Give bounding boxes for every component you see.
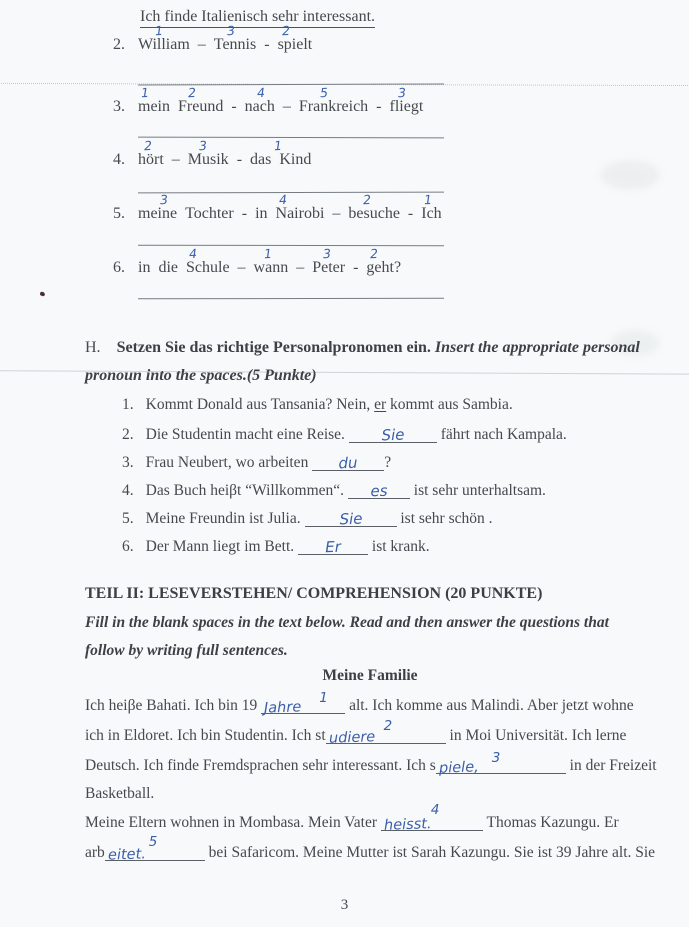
handwritten-order-number: 4	[279, 191, 288, 208]
teil2-title: TEIL II: LESEVERSTEHEN/ COMPREHENSION (20 PUNKTE)	[85, 585, 543, 602]
handwritten-order-number: 1	[263, 245, 273, 262]
sample-answer: Ich finde Italienisch sehr interessant.	[140, 8, 375, 28]
word-order-item-2	[113, 22, 314, 54]
word-order-item-3	[113, 84, 425, 116]
item-number: 4.	[113, 151, 125, 168]
pronoun-item-1	[122, 396, 513, 414]
pronoun-item-6	[122, 536, 430, 556]
handwritten-order-number: 1	[154, 22, 163, 39]
fill-blank	[381, 802, 483, 834]
word-token	[277, 22, 313, 54]
word-text: Tennis	[213, 36, 257, 53]
item-number: 5.	[113, 205, 125, 222]
handwritten-answer: piele,	[438, 759, 479, 777]
word-text: besuche	[348, 205, 400, 222]
passage-text: Thomas Kazungu. Er	[486, 814, 619, 831]
word-text: hört	[138, 151, 164, 168]
word-text: geht?	[366, 259, 402, 276]
section-h-title-line2: pronoun into the spaces.(5 Punkte)	[85, 367, 317, 384]
fill-blank	[326, 718, 446, 747]
word-text: das	[250, 151, 272, 168]
word-text: William	[138, 36, 190, 53]
word-text: Musik	[187, 151, 229, 168]
handwritten-order-number: 3	[159, 191, 168, 208]
word-token	[178, 84, 224, 116]
handwritten-order-number: 2	[369, 245, 379, 262]
word-token	[421, 191, 442, 223]
word-order-item-5	[113, 191, 444, 223]
separator-dash: -	[376, 98, 382, 115]
handwritten-answer: heisst.	[383, 816, 432, 834]
word-token	[185, 205, 234, 223]
teil2-instructions-line2: follow by writing full sentences.	[85, 642, 288, 659]
handwritten-order-number: 2	[143, 137, 153, 154]
handwritten-order-number: 3	[322, 245, 332, 262]
passage-text: arb	[85, 844, 105, 861]
word-token	[138, 191, 178, 223]
passage-text: in Moi Universität. Ich lerne	[449, 727, 627, 744]
handwritten-order-number: 4	[256, 84, 266, 101]
separator-dash: –	[197, 36, 206, 53]
word-token	[253, 245, 289, 277]
word-token	[275, 191, 325, 223]
word-token	[244, 84, 275, 116]
handwritten-answer: Sie	[381, 425, 405, 445]
item-text: Meine Freundin ist Julia.	[145, 510, 301, 527]
separator-dash: -	[241, 205, 248, 222]
pronoun-item-3	[122, 452, 391, 472]
word-token	[348, 191, 400, 223]
passage-text: bei Safaricom. Meine Mutter ist Sarah Kazungu. Sie ist 39 Jahre alt. Sie	[208, 844, 656, 861]
handwritten-blank-number: 1	[319, 690, 328, 706]
answer-line	[138, 137, 444, 139]
word-token	[273, 137, 312, 169]
passage-line	[85, 802, 619, 834]
fill-blank	[312, 452, 384, 471]
separator-dash: –	[296, 259, 305, 276]
separator-dash: -	[407, 205, 414, 222]
handwritten-order-number: 1	[423, 191, 433, 208]
item-number: 6.	[122, 538, 134, 555]
pronoun-item-4	[122, 480, 546, 500]
word-text: Kind	[279, 151, 312, 168]
section-label: H.	[85, 339, 101, 356]
word-text: Frankreich	[298, 98, 369, 115]
item-text: kommt aus Sambia.	[390, 396, 513, 413]
word-token	[186, 245, 230, 277]
fill-blank	[298, 536, 368, 555]
item-text: ist sehr unterhaltsam.	[413, 482, 546, 499]
item-text: Kommt Donald aus Tansania? Nein,	[145, 396, 371, 413]
teil2-instructions-line1: Fill in the blank spaces in the text below. Read and then answer the questions that	[85, 614, 609, 631]
word-token	[138, 22, 190, 54]
item-text: Frau Neubert, wo arbeiten	[145, 454, 309, 471]
word-token	[298, 84, 369, 116]
separator-dash: –	[332, 205, 341, 222]
word-text: fliegt	[389, 98, 424, 115]
handwritten-answer: es	[370, 481, 388, 501]
passage-title: Meine Familie	[322, 667, 418, 684]
answer-line	[138, 245, 444, 247]
word-text: spielt	[277, 36, 313, 53]
passage-text: ich in Eldoret. Ich bin Studentin. Ich st	[85, 727, 326, 744]
item-text: ist krank.	[371, 538, 430, 555]
word-token	[158, 259, 178, 277]
passage-line	[85, 718, 627, 747]
handwritten-answer: udiere	[328, 729, 376, 747]
word-token	[138, 84, 170, 116]
item-number: 3.	[113, 98, 125, 115]
fill-blank	[348, 480, 410, 499]
handwritten-answer: Sie	[338, 509, 363, 529]
word-text: mein	[138, 98, 170, 115]
word-text: in	[255, 205, 268, 222]
word-text: wann	[253, 259, 289, 276]
word-token	[255, 205, 267, 223]
separator-dash: -	[236, 151, 243, 168]
passage-text: alt. Ich komme aus Malindi. Aber jetzt wohne	[349, 697, 634, 714]
handwritten-answer: Er	[324, 537, 342, 557]
handwritten-blank-number: 2	[383, 718, 393, 734]
passage-line	[85, 785, 154, 803]
item-number: 2.	[122, 426, 134, 443]
passage-text: Basketball.	[85, 785, 155, 802]
word-text: nach	[244, 98, 275, 115]
answer-line	[138, 298, 444, 300]
pronoun-item-5	[122, 508, 493, 528]
word-text: in	[138, 259, 151, 276]
ink-speck	[39, 291, 45, 296]
fill-blank	[349, 424, 437, 443]
word-order-item-4	[113, 137, 313, 169]
word-text: die	[158, 259, 178, 276]
word-token	[138, 137, 164, 169]
word-token	[366, 245, 402, 277]
item-text: Die Studentin macht eine Reise.	[145, 426, 345, 443]
handwritten-order-number: 3	[198, 137, 208, 154]
handwritten-order-number: 2	[362, 191, 372, 208]
item-number: 5.	[122, 510, 134, 527]
passage-line	[85, 690, 634, 717]
word-token	[187, 137, 229, 169]
handwritten-order-number: 3	[226, 22, 235, 39]
separator-dash: –	[237, 259, 246, 276]
handwritten-blank-number: 4	[430, 802, 440, 818]
handwritten-order-number: 2	[281, 22, 291, 39]
handwritten-order-number: 4	[189, 245, 198, 262]
separator-dash: –	[171, 151, 180, 168]
word-order-item-6	[113, 245, 403, 277]
pronoun-item-2	[122, 424, 567, 444]
item-text: Das Buch heiβt “Willkommen“.	[145, 482, 345, 499]
fill-blank	[305, 508, 397, 527]
item-text: ?	[384, 454, 392, 471]
word-text: Nairobi	[275, 205, 325, 222]
handwritten-answer: eitet.	[107, 846, 146, 864]
handwritten-answer: du	[338, 453, 359, 473]
separator-dash: -	[353, 259, 359, 276]
fill-blank	[261, 690, 345, 717]
word-token	[389, 84, 424, 116]
word-token	[312, 245, 346, 277]
handwritten-order-number: 3	[397, 84, 407, 101]
handwritten-order-number: 1	[273, 137, 282, 154]
item-number: 4.	[122, 482, 134, 499]
section-title-english: Insert the appropriate personal	[434, 339, 640, 356]
scan-bleed-artifact	[600, 160, 660, 190]
page-number: 3	[340, 897, 349, 913]
item-text: ist sehr schön .	[400, 510, 493, 527]
item-number: 6.	[113, 259, 125, 276]
separator-dash: -	[231, 98, 237, 115]
section-h-title	[85, 339, 640, 357]
handwritten-blank-number: 5	[148, 834, 158, 850]
word-text: Schule	[186, 259, 230, 276]
answer-line	[138, 192, 444, 194]
passage-line	[85, 834, 656, 864]
handwritten-order-number: 1	[140, 84, 149, 101]
passage-line	[85, 750, 657, 777]
word-text: Freund	[178, 98, 224, 115]
passage-text: in der Freizeit	[569, 757, 657, 774]
section-title-german: Setzen Sie das richtige Personalpronomen ein.	[116, 339, 431, 356]
word-text: Ich	[421, 205, 442, 222]
word-token	[138, 259, 150, 277]
handwritten-order-number: 2	[187, 84, 197, 101]
item-number: 2.	[113, 36, 125, 53]
item-number: 1.	[122, 396, 134, 413]
underlined-answer: er	[374, 396, 387, 413]
fill-blank	[436, 750, 566, 777]
word-token	[250, 151, 271, 169]
passage-text: Ich heiβe Bahati. Ich bin 19	[85, 697, 258, 714]
item-number: 3.	[122, 454, 134, 471]
word-token	[213, 22, 257, 54]
passage-text: Deutsch. Ich finde Fremdsprachen sehr interessant. Ich s	[85, 757, 436, 774]
item-text: fährt nach Kampala.	[440, 426, 567, 443]
handwritten-answer: Jahre	[263, 699, 302, 717]
handwritten-order-number: 5	[319, 84, 328, 101]
word-text: Tochter	[185, 205, 234, 222]
item-text: Der Mann liegt im Bett.	[145, 538, 295, 555]
passage-text: Meine Eltern wohnen in Mombasa. Mein Vater	[85, 814, 377, 831]
handwritten-blank-number: 3	[491, 750, 501, 766]
word-text: meine	[138, 205, 178, 222]
separator-dash: -	[264, 36, 270, 53]
word-text: Peter	[312, 259, 346, 276]
fill-blank	[105, 834, 205, 864]
separator-dash: –	[282, 98, 291, 115]
